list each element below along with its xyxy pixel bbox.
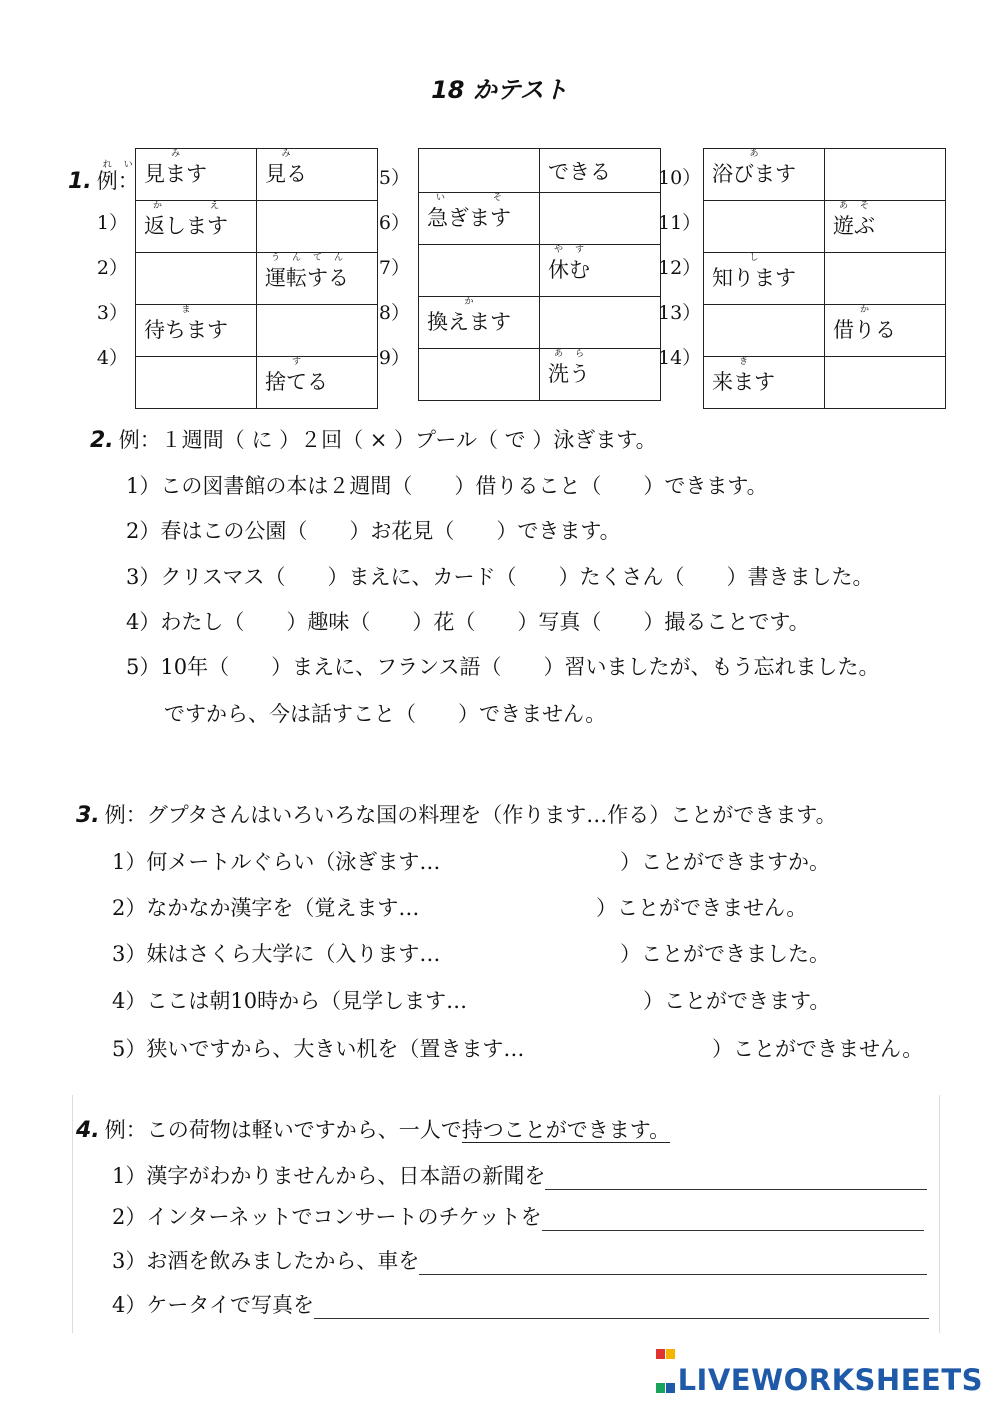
cell-text: 待ちます bbox=[144, 318, 228, 342]
ruby: あら bbox=[548, 349, 590, 359]
table-row bbox=[704, 149, 946, 201]
table-row bbox=[704, 357, 946, 409]
row-number: 1） bbox=[96, 212, 128, 234]
table-row bbox=[704, 305, 946, 357]
table-cell bbox=[825, 305, 946, 357]
question-label: 2）インターネットでコンサートのチケットを bbox=[112, 1205, 542, 1229]
ruby: あそ bbox=[833, 201, 875, 211]
cell-text: 洗う bbox=[548, 362, 590, 386]
cell-text bbox=[833, 298, 945, 304]
answer-line[interactable] bbox=[314, 1294, 929, 1319]
ruby: し bbox=[712, 253, 796, 263]
question-end: ）ことができます。 bbox=[643, 989, 831, 1013]
answer-cell[interactable] bbox=[136, 253, 257, 305]
cell-text bbox=[712, 246, 824, 252]
table-cell bbox=[257, 149, 378, 201]
ruby: み bbox=[144, 149, 207, 159]
question-text: 1）何メートルぐらい（泳ぎます… bbox=[112, 850, 441, 874]
table-row bbox=[419, 297, 661, 349]
table-cell bbox=[136, 201, 257, 253]
table-cell bbox=[540, 149, 661, 193]
table-cell bbox=[704, 253, 825, 305]
example-label bbox=[96, 160, 139, 193]
table-row bbox=[136, 201, 378, 253]
ruby: いそ bbox=[427, 193, 511, 203]
cell-text bbox=[833, 194, 945, 200]
section-number: 2. bbox=[90, 428, 114, 453]
cell-text bbox=[833, 402, 945, 408]
answer-cell[interactable] bbox=[419, 149, 540, 193]
table-row bbox=[704, 253, 946, 305]
answer-cell[interactable] bbox=[257, 305, 378, 357]
row-number: 5） bbox=[378, 167, 410, 189]
answer-cell[interactable] bbox=[419, 349, 540, 401]
section-2-example bbox=[90, 424, 657, 454]
row-number: 7） bbox=[378, 257, 410, 279]
liveworksheets-logo bbox=[655, 1332, 983, 1397]
cell-text bbox=[265, 246, 377, 252]
table-row bbox=[136, 149, 378, 201]
row-number: 12） bbox=[658, 257, 702, 279]
section-4-example bbox=[76, 1114, 670, 1144]
section-3-example bbox=[76, 799, 837, 829]
cell-text: 来ます bbox=[712, 370, 775, 394]
cell-text: 換えます bbox=[427, 310, 511, 334]
example-sentence: 例：グプタさんはいろいろな国の料理を（作ります…作る）ことができます。 bbox=[104, 803, 837, 827]
cell-text: 休む bbox=[548, 258, 590, 282]
table-cell bbox=[257, 357, 378, 409]
cell-text bbox=[265, 350, 377, 356]
cell-text: 返します bbox=[144, 214, 228, 238]
ruby: き bbox=[712, 357, 775, 367]
row-number: 14） bbox=[658, 347, 702, 369]
question-text: 3）妹はさくら大学に（入ります… bbox=[112, 942, 441, 966]
row-number: 2） bbox=[96, 257, 128, 279]
question-text[interactable]: 4）わたし（ ）趣味（ ）花（ ）写真（ ）撮ることです。 bbox=[126, 610, 810, 634]
answer-line[interactable] bbox=[419, 1250, 927, 1275]
cell-text bbox=[427, 394, 539, 400]
row-number: 4） bbox=[96, 347, 128, 369]
question-end: ）ことができました。 bbox=[620, 942, 830, 966]
table-row bbox=[419, 349, 661, 401]
row-number: 11） bbox=[658, 212, 702, 234]
answer-cell[interactable] bbox=[540, 297, 661, 349]
cell-text: できる bbox=[548, 160, 611, 184]
table-cell bbox=[540, 245, 661, 297]
row-number: 10） bbox=[658, 167, 702, 189]
question-label: 1）漢字がわかりませんから、日本語の新聞を bbox=[112, 1164, 546, 1188]
ruby: か bbox=[427, 297, 511, 307]
ruby: か bbox=[833, 305, 896, 315]
example-answer: 持つことができます。 bbox=[461, 1118, 671, 1142]
cell-text: 急ぎます bbox=[427, 206, 511, 230]
table-cell bbox=[419, 193, 540, 245]
section-number: 4. bbox=[76, 1118, 100, 1143]
row-number: 8） bbox=[378, 302, 410, 324]
example-label-text: 例： bbox=[96, 169, 139, 193]
question-text: 2）なかなか漢字を（覚えます… bbox=[112, 896, 420, 920]
section-1-heading bbox=[68, 160, 139, 195]
table-row bbox=[419, 149, 661, 193]
cell-text bbox=[144, 402, 256, 408]
cell-text: 知ります bbox=[712, 266, 796, 290]
cell-text: 見る bbox=[265, 162, 307, 186]
cell-text: 借りる bbox=[833, 318, 896, 342]
row-number: 9） bbox=[378, 347, 410, 369]
cell-text bbox=[144, 298, 256, 304]
table-row bbox=[419, 193, 661, 245]
question-text bbox=[112, 1160, 927, 1190]
ruby: うんてん bbox=[265, 253, 349, 263]
cell-text bbox=[712, 350, 824, 356]
ruby: かえ bbox=[144, 201, 228, 211]
question-text: 4）ここは朝10時から（見学します… bbox=[112, 989, 468, 1013]
answer-cell[interactable] bbox=[825, 149, 946, 201]
verb-table-1 bbox=[135, 148, 378, 409]
question-label: 3）お酒を飲みましたから、車を bbox=[112, 1249, 420, 1273]
verb-table-3 bbox=[703, 148, 946, 409]
question-text bbox=[112, 1245, 927, 1275]
answer-line[interactable] bbox=[542, 1206, 924, 1231]
cell-text: 運転する bbox=[265, 266, 349, 290]
table-row bbox=[136, 305, 378, 357]
question-text[interactable]: ですから、今は話すこと（ ）できません。 bbox=[164, 702, 607, 726]
question-text: 5）狭いですから、大きい机を（置きます… bbox=[112, 1037, 525, 1061]
ruby: す bbox=[265, 357, 328, 367]
table-cell bbox=[257, 253, 378, 305]
answer-cell[interactable] bbox=[825, 357, 946, 409]
section-number: 3. bbox=[76, 803, 100, 828]
ruby: ま bbox=[144, 305, 228, 315]
cell-text: 遊ぶ bbox=[833, 214, 875, 238]
table-cell bbox=[419, 297, 540, 349]
ruby: れい bbox=[96, 160, 139, 170]
question-text[interactable]: 2）春はこの公園（ ）お花見（ ）できます。 bbox=[126, 519, 621, 543]
example-sentence: 例：この荷物は軽いですから、一人で bbox=[104, 1118, 462, 1142]
answer-cell[interactable] bbox=[704, 201, 825, 253]
answer-cell[interactable] bbox=[825, 253, 946, 305]
table-row bbox=[704, 201, 946, 253]
table-cell bbox=[136, 149, 257, 201]
cell-text bbox=[427, 290, 539, 296]
ruby: み bbox=[265, 149, 307, 159]
cell-text: 見ます bbox=[144, 162, 207, 186]
question-text bbox=[112, 1201, 924, 1231]
row-number: 6） bbox=[378, 212, 410, 234]
ruby: やす bbox=[548, 245, 590, 255]
cell-text: 浴びます bbox=[712, 162, 796, 186]
answer-cell[interactable] bbox=[540, 193, 661, 245]
cell-text bbox=[548, 342, 660, 348]
table-cell bbox=[825, 201, 946, 253]
example-sentence: 例：１週間（ に ）２回（ × ）プール（ で ）泳ぎます。 bbox=[118, 428, 657, 452]
question-text bbox=[112, 1289, 929, 1319]
table-cell bbox=[704, 149, 825, 201]
question-end: ）ことができますか。 bbox=[620, 850, 830, 874]
table-row bbox=[136, 357, 378, 409]
question-text[interactable]: 1）この図書館の本は２週間（ ）借りること（ ）できます。 bbox=[126, 474, 768, 498]
table-cell bbox=[540, 349, 661, 401]
logo-icon bbox=[655, 1332, 675, 1356]
cell-text bbox=[548, 238, 660, 244]
question-text[interactable]: 5）10年（ ）まえに、フランス語（ ）習いましたが、もう忘れました。 bbox=[126, 655, 880, 679]
row-number: 3） bbox=[96, 302, 128, 324]
section-number: 1. bbox=[68, 169, 92, 194]
answer-cell[interactable] bbox=[257, 201, 378, 253]
table-row bbox=[419, 245, 661, 297]
answer-line[interactable] bbox=[545, 1165, 927, 1190]
cell-text bbox=[427, 186, 539, 192]
question-end: ）ことができません。 bbox=[712, 1037, 924, 1061]
row-number: 13） bbox=[658, 302, 702, 324]
verb-table-2 bbox=[418, 148, 661, 401]
table-cell bbox=[136, 305, 257, 357]
answer-cell[interactable] bbox=[704, 305, 825, 357]
cell-text: 捨てる bbox=[265, 370, 328, 394]
logo-text: LIVEWORKSHEETS bbox=[677, 1363, 983, 1397]
page-title: 18 かテスト bbox=[431, 76, 568, 104]
answer-cell[interactable] bbox=[419, 245, 540, 297]
ruby: あ bbox=[712, 149, 796, 159]
answer-cell[interactable] bbox=[136, 357, 257, 409]
table-cell bbox=[704, 357, 825, 409]
question-text[interactable]: 3）クリスマス（ ）まえに、カード（ ）たくさん（ ）書きました。 bbox=[126, 565, 874, 589]
question-end: ）ことができません。 bbox=[596, 896, 808, 920]
question-label: 4）ケータイで写真を bbox=[112, 1293, 314, 1317]
table-row bbox=[136, 253, 378, 305]
